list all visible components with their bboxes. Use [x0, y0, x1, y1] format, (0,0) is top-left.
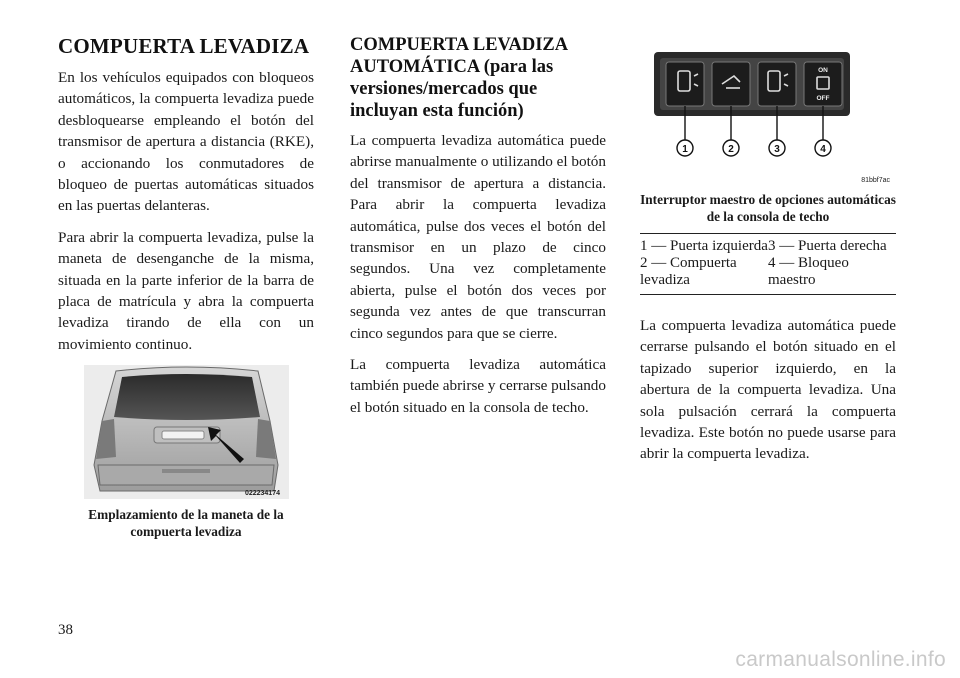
watermark: carmanualsonline.info — [735, 648, 946, 671]
callout-4: 4 — [820, 144, 826, 155]
figure-caption: Interruptor maestro de opciones automáticas de la consola de techo — [640, 192, 896, 224]
paragraph: La compuerta levadiza automática también puede abrirse y cerrarse pulsando el botón situado en la consola de techo. — [350, 356, 606, 416]
right-column — [640, 40, 896, 475]
switch-right-door-icon — [758, 62, 796, 106]
label-off: OFF — [816, 95, 830, 102]
figure-legend — [640, 233, 896, 295]
legend-row — [640, 255, 896, 289]
figure-tailgate-handle — [58, 365, 314, 540]
paragraph: Para abrir la compuerta levadiza, pulse la maneta de desenganche de la misma, situada en la parte inferior de la barra de placa de matrícula y abra la compuerta levadiza tirando de ella con un movimiento continuo. — [58, 228, 314, 353]
legend-item: 4 — Bloqueo maestro — [768, 255, 849, 288]
callout-2: 2 — [728, 144, 734, 155]
figure-overhead-console — [640, 40, 896, 225]
legend-item: 3 — Puerta derecha — [768, 238, 887, 254]
legend-row — [640, 238, 896, 255]
legend-item: 1 — Puerta izquierda — [640, 238, 768, 254]
paragraph: La compuerta levadiza automática puede cerrarse pulsando el botón situado en el tapizado superior izquierdo, en la abertura de la compuerta levadiza. Una sola pulsación cerrará la compuerta levadiza. Este botón no puede usarse para abrir la compuerta levadiza. — [640, 317, 896, 463]
callout-1: 1 — [682, 144, 688, 155]
paragraph: En los vehículos equipados con bloqueos automáticos, la compuerta levadiza puede desbloquearse empleando el botón del transmisor de apertura a distancia (RKE), o accionando los conmutadores de bloqueo de puertas automáticas situados en las puertas delanteras. — [58, 69, 314, 215]
switch-tailgate-icon — [712, 62, 750, 106]
legend-rule-top — [640, 233, 896, 234]
figure-code: 022234174 — [244, 490, 280, 498]
section-title-tailgate: COMPUERTA LEVADIZA — [58, 34, 310, 58]
figure-code: 81bbf7ac — [861, 177, 890, 184]
page-number: 38 — [58, 622, 73, 638]
van-rear-illustration — [58, 365, 314, 501]
switch-master-lock-icon — [804, 62, 842, 106]
middle-column — [350, 34, 606, 428]
section-title-power-tailgate: COMPUERTA LEVADIZA AUTOMÁTICA (para las versiones/mercados que incluyan esta función) — [350, 35, 568, 121]
callout-3: 3 — [774, 144, 780, 155]
overhead-switch-illustration — [640, 40, 896, 186]
legend-rule-bottom — [640, 294, 896, 295]
switch-left-door-icon — [666, 62, 704, 106]
left-column — [58, 34, 314, 540]
figure-caption: Emplazamiento de la maneta de la compuerta levadiza — [88, 507, 284, 540]
paragraph: La compuerta levadiza automática puede abrirse manualmente o utilizando el botón del transmisor de apertura a distancia. Para abrir la compuerta levadiza automática, pulse dos veces el botón del transmisor en un plazo de cinco segundos. Una vez completamente abierta, pulse el botón dos veces por segunda vez antes de que transcurran cinco segundos para que se cierre. — [350, 132, 606, 342]
label-on: ON — [818, 67, 828, 74]
legend-item: 2 — Compuerta levadiza — [640, 255, 737, 288]
